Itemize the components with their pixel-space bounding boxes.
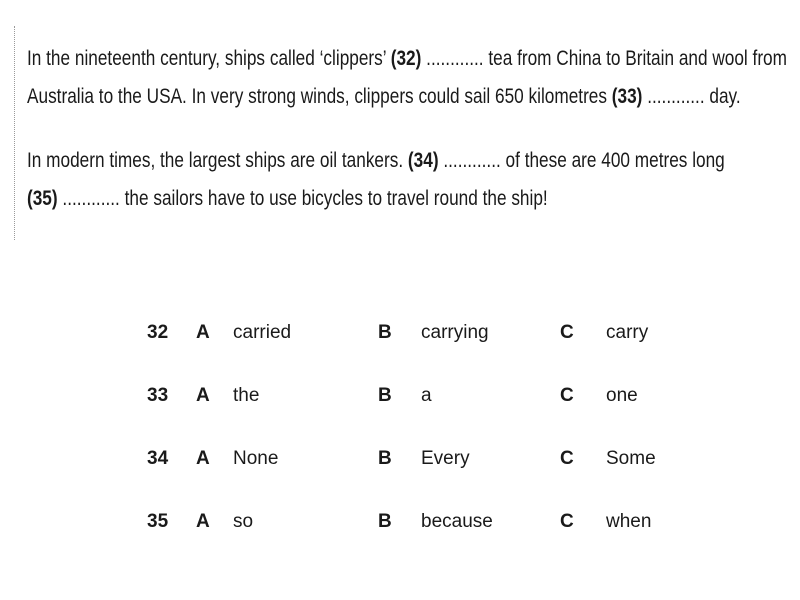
- question-row-33: [147, 379, 707, 442]
- option-letter-a: A: [196, 385, 210, 406]
- option-letter-b: B: [378, 385, 392, 406]
- question-row-32: [147, 316, 707, 379]
- gap-number-35: (35): [27, 187, 58, 210]
- passage-text: Australia to the USA. In very strong winds, clippers could sail 650 kilometres: [27, 85, 612, 108]
- passage-text: ............ tea from China to Britain and wool from: [421, 47, 787, 70]
- option-b-text[interactable]: a: [421, 385, 432, 406]
- gap-number-33: (33): [611, 85, 643, 108]
- option-a-text[interactable]: None: [233, 448, 279, 469]
- margin-dotted-rule: [14, 26, 15, 240]
- option-letter-a: A: [196, 448, 210, 469]
- passage-text: ............ day.: [642, 85, 741, 108]
- option-letter-c: C: [560, 385, 574, 406]
- option-c-text[interactable]: when: [606, 511, 652, 532]
- option-a-text[interactable]: carried: [233, 322, 292, 343]
- question-row-35: [147, 505, 707, 568]
- passage-text: ............ of these are 400 metres long: [438, 149, 725, 172]
- gap-number-32: (32): [390, 47, 422, 70]
- option-a-text[interactable]: so: [233, 511, 254, 532]
- option-letter-b: B: [378, 511, 392, 532]
- question-number: 35: [147, 511, 169, 532]
- answer-options: [147, 316, 707, 568]
- option-letter-c: C: [560, 511, 574, 532]
- option-letter-b: B: [378, 448, 392, 469]
- question-number: 32: [147, 322, 169, 343]
- option-letter-b: B: [378, 322, 392, 343]
- passage-text: In the nineteenth century, ships called ‘clippers’: [27, 47, 391, 70]
- paragraph-1: [27, 40, 787, 116]
- option-letter-a: A: [196, 511, 210, 532]
- option-letter-c: C: [560, 322, 574, 343]
- option-b-text[interactable]: carrying: [421, 322, 489, 343]
- option-c-text[interactable]: carry: [606, 322, 649, 343]
- option-b-text[interactable]: because: [421, 511, 493, 532]
- option-letter-a: A: [196, 322, 210, 343]
- gap-number-34: (34): [407, 149, 439, 172]
- question-row-34: [147, 442, 707, 505]
- option-b-text[interactable]: Every: [421, 448, 470, 469]
- passage-text: In modern times, the largest ships are oil tankers.: [27, 149, 408, 172]
- option-c-text[interactable]: one: [606, 385, 638, 406]
- passage-text: ............ the sailors have to use bicycles to travel round the ship!: [57, 187, 548, 210]
- option-letter-c: C: [560, 448, 574, 469]
- question-number: 34: [147, 448, 169, 469]
- paragraph-2: [27, 142, 725, 218]
- option-c-text[interactable]: Some: [606, 448, 656, 469]
- question-number: 33: [147, 385, 169, 406]
- option-a-text[interactable]: the: [233, 385, 260, 406]
- reading-passage: [27, 40, 787, 218]
